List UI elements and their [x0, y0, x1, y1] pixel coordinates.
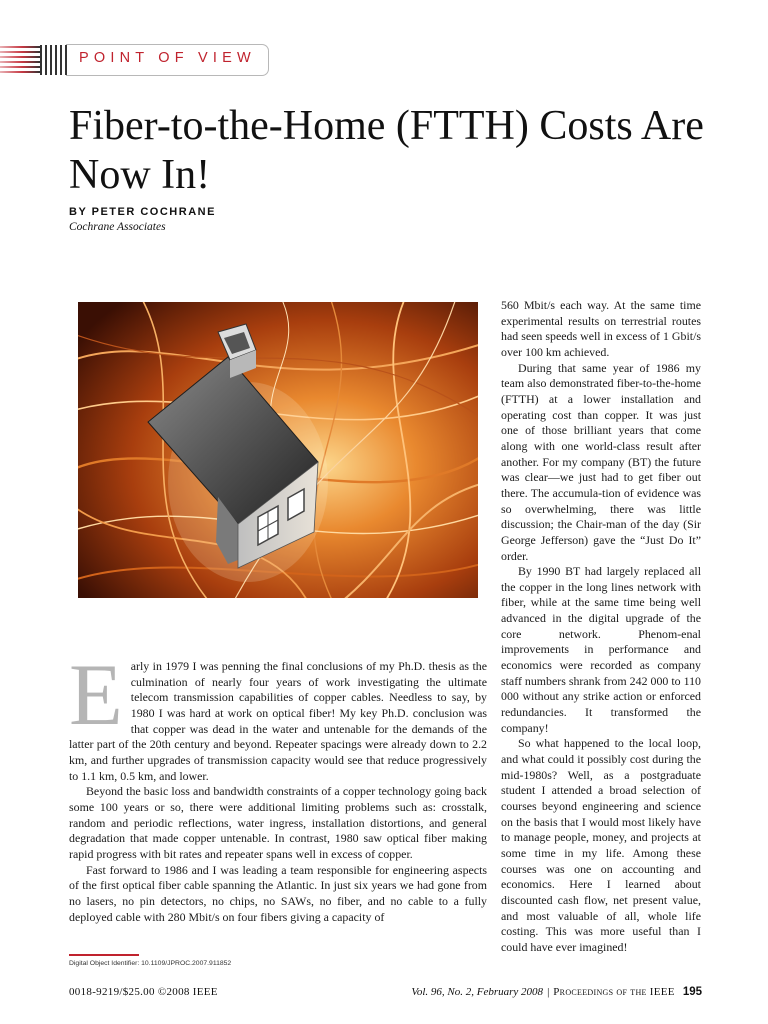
section-tag-label: POINT OF VIEW	[79, 50, 256, 66]
footer-journal: Proceedings of the IEEE	[553, 986, 675, 998]
paragraph: During that same year of 1986 my team also demonstrated fiber-to-the-home (FTTH) at a lower installation and operating cost than copper. It was just one of those brilliant years that come along with one world-class result after another. For my company (BT) the future was clear—we just had to get fiber out there. The accumula-tion of evidence was so overwhelming, there was little discussion; the Chair-man of the day (Sir George Jefferson) gave the “Just Do It” order.	[501, 360, 701, 563]
dropcap-letter: E	[69, 647, 123, 744]
right-column	[501, 298, 701, 956]
footnote-rule	[69, 954, 139, 956]
footer-citation	[411, 986, 702, 998]
author-byline: BY PETER COCHRANE	[69, 206, 216, 218]
house-fiber-figure	[78, 302, 478, 598]
paragraph: By 1990 BT had largely replaced all the copper in the long lines network with fiber, while at the same time being well advanced in the digital upgrade of the core network. Phenom-enal improvements in performance and economics were recorded as company staff numbers shrank from 242 000 to 110 000 without any strike action or enforced redundancies. It transformed the company!	[501, 564, 701, 735]
paragraph: Beyond the basic loss and bandwidth constraints of a copper technology going back some 100 years or so, there were additional limiting problems such as: crosstalk, random and periodic reflections, water ingress, installation distortions, and general degradation that made copper untenable. In contrast, 1980 saw optical fiber making rapid progress with bit rates and repeater spans well in excess of copper.	[69, 784, 487, 861]
author-affiliation: Cochrane Associates	[69, 221, 166, 233]
doi-note: Digital Object Identifier: 10.1109/JPROC.2007.911852	[69, 960, 232, 967]
house-with-fiber-cables-icon	[78, 302, 478, 598]
footer-volume: Vol. 96, No. 2, February 2008	[411, 986, 544, 998]
footer-code: 0018-9219/$25.00 ©2008 IEEE	[69, 986, 218, 998]
section-tag	[0, 44, 270, 76]
paragraph	[69, 647, 487, 784]
stripes-decoration-icon	[0, 44, 68, 76]
page-number: 195	[682, 986, 702, 998]
paragraph: Fast forward to 1986 and I was leading a team responsible for engineering aspects of the first optical fiber cable spanning the Atlantic. In just six years we had gone from no lasers, no pin detectors, no chips, no SAWs, no fiber, and no cable to a fully deployed cable with 280 Mbit/s on four fibers giving a capacity of	[69, 862, 487, 924]
footer-separator: |	[547, 986, 550, 998]
paragraph: 560 Mbit/s each way. At the same time experimental results on terrestrial routes had seen speeds well in excess of 1 Gbit/s over 100 km achieved.	[501, 298, 701, 359]
article-title: Fiber-to-the-Home (FTTH) Costs Are Now In!	[69, 103, 704, 198]
left-column	[69, 647, 487, 925]
paragraph: So what happened to the local loop, and what could it possibly cost during the mid-1980s? Well, as a postgraduate student I attended a broad selection of courses beyond engineering and science on the basis that I would most likely have to manage people, money, and projects at some time in my life. Among these courses was one on accounting and economics. Here I learned about discounted cash flow, net present value, and most valuable of all, whole life costing. This was more useful than I could have ever imagined!	[501, 736, 701, 954]
paragraph-text: arly in 1979 I was penning the final conclusions of my Ph.D. thesis as the culmination of nearly four years of work investigating the ultimate telecom transmission capabilities of copper cables. Needless to say, by 1980 I was hard at work on optical fiber! My key Ph.D. conclusion was that copper was dead in the water and untenable for the demands of the latter part of the 20th century and beyond. Repeater spacings were already down to 2.2 km, and further upgrades of transmission capacity would see that reduce progressively to 1.1 km, 0.5 km, and lower.	[69, 659, 487, 783]
